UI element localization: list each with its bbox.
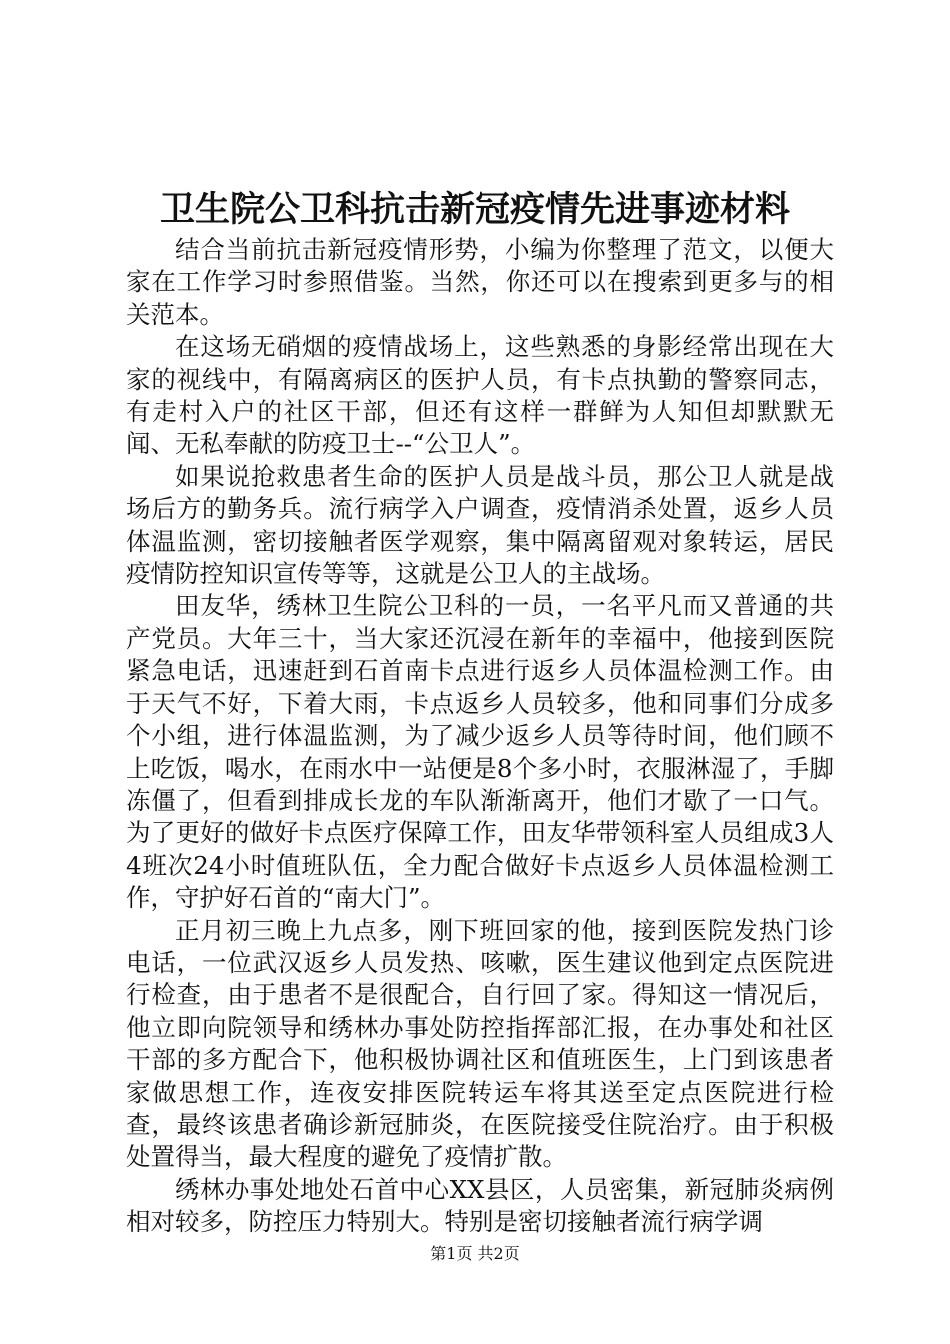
page-indicator: 第1页 共2页 [430,1244,520,1263]
paragraph: 田友华，绣林卫生院公卫科的一员，一名平凡而又普通的共产党员。大年三十，当大家还沉浸在新年的幸福中，他接到医院紧急电话，迅速赶到石首南卡点进行返乡人员体温检测工作。由于天气不好，下着大雨，卡点返乡人员较多，他和同事们分成多个小组，进行体温监测，为了减少返乡人员等待时间，他们顾不上吃饭，喝水，在雨水中一站便是8个多小时，衣服淋湿了，手脚冻僵了，但看到排成长龙的车队渐渐离开，他们才歇了一口气。为了更好的做好卡点医疗保障工作，田友华带领科室人员组成3人4班次24小时值班队伍，全力配合做好卡点返乡人员体温检测工作，守护好石首的“南大门”。 [126,591,834,913]
paragraph: 如果说抢救患者生命的医护人员是战斗员，那公卫人就是战场后方的勤务兵。流行病学入户调查，疫情消杀处置，返乡人员体温监测，密切接触者医学观察，集中隔离留观对象转运，居民疫情防控知识宣传等等，这就是公卫人的主战场。 [126,461,834,589]
page-footer [0,1242,950,1266]
paragraph: 结合当前抗击新冠疫情形势，小编为你整理了范文，以便大家在工作学习时参照借鉴。当然，你还可以在搜索到更多与的相关范本。 [126,235,834,329]
paragraph: 绣林办事处地处石首中心XX县区，人员密集，新冠肺炎病例相对较多，防控压力特别大。特别是密切接触者流行病学调 [126,1174,834,1237]
paragraph: 正月初三晚上九点多，刚下班回家的他，接到医院发热门诊电话，一位武汉返乡人员发热、咳嗽，医生建议他到定点医院进行检查，由于患者不是很配合，自行回了家。得知这一情况后，他立即向院领导和绣林办事处防控指挥部汇报，在办事处和社区干部的多方配合下，他积极协调社区和值班医生，上门到该患者家做思想工作，连夜安排医院转运车将其送至定点医院进行检查，最终该患者确诊新冠肺炎，在医院接受住院治疗。由于积极处置得当，最大程度的避免了疫情扩散。 [126,915,834,1172]
paragraph: 在这场无硝烟的疫情战场上，这些熟悉的身影经常出现在大家的视线中，有隔离病区的医护人员，有卡点执勤的警察同志，有走村入户的社区干部，但还有这样一群鲜为人知但却默默无闻、无私奉献的防疫卫士--“公卫人”。 [126,332,834,459]
document-body [126,234,834,1239]
document-title: 卫生院公卫科抗击新冠疫情先进事迹材料 [159,189,790,230]
